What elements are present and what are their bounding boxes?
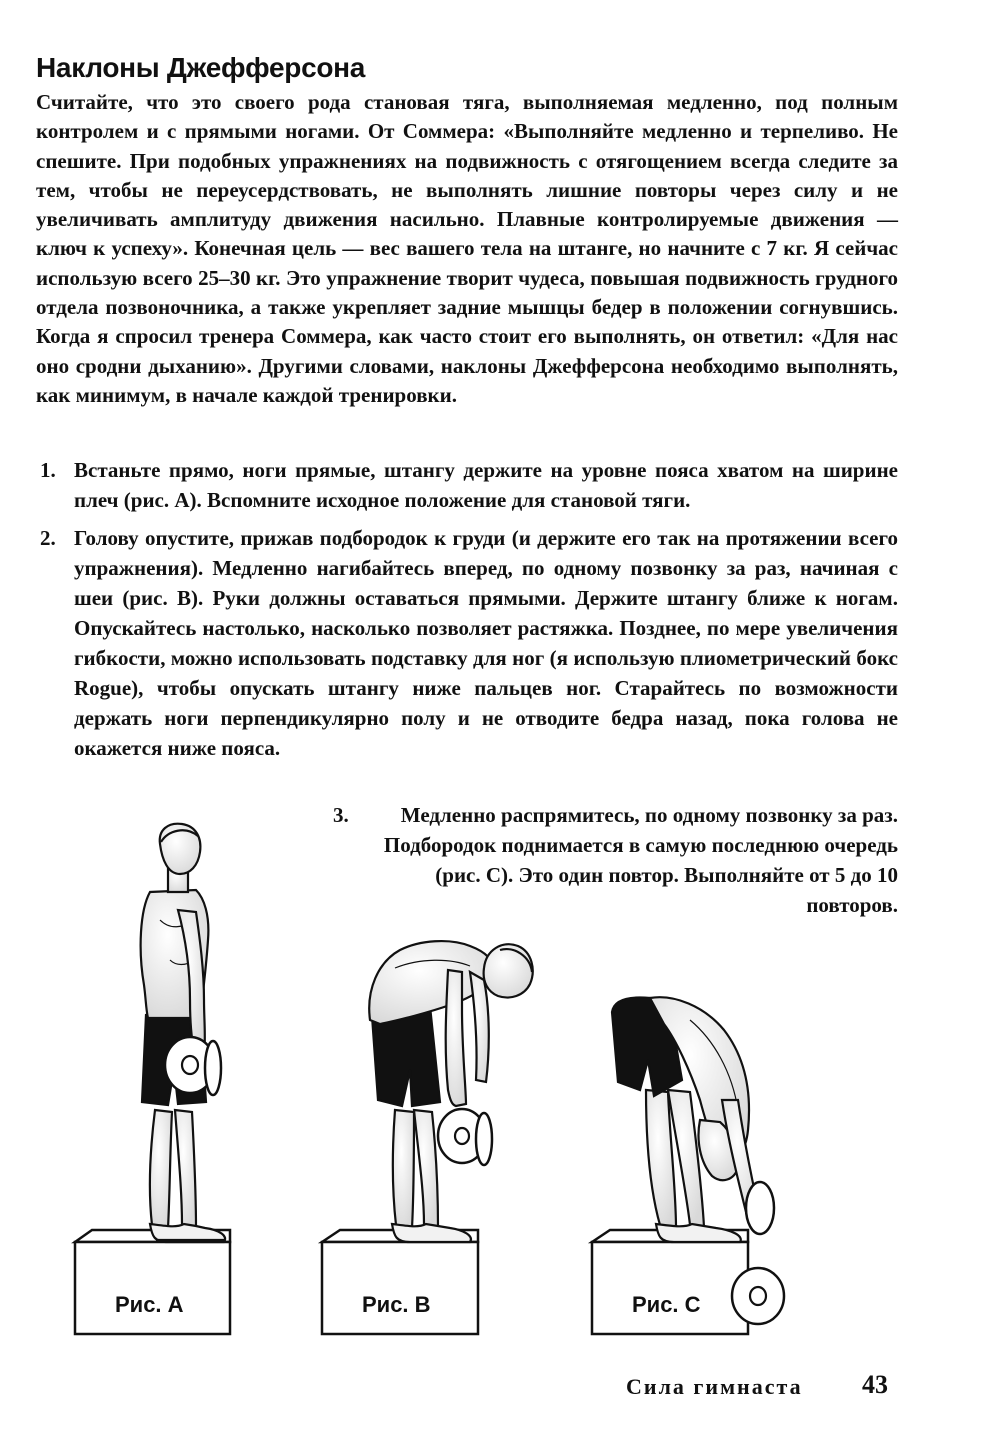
barbell-plate-a — [165, 1037, 221, 1095]
running-footer-title: Сила гимнаста — [626, 1374, 803, 1399]
plyo-box-c — [592, 1230, 748, 1334]
figure-b-label: Рис. В — [362, 1292, 431, 1317]
exercise-figures — [0, 800, 1000, 1360]
page-number: 43 — [862, 1370, 888, 1399]
figure-c — [592, 997, 784, 1334]
step-text: Голову опустите, прижав подбородок к груди (и держите его так на протяжении всего упражнения). Медленно нагибайтесь вперед, по одному позвонку за раз, начиная с шеи (рис. В). Руки должны оставаться прямыми. Держите штангу ближе к ногам. Опускайтесь настолько, насколько позволяет растяжка. Позднее, по мере увеличения гибкости, можно использовать подставку для ног (я использую плиометрический бокс Rogue), чтобы опускать штангу ниже пальцев ног. Старайтесь по возможности держать ноги перпендикулярно полу и не отводите бедра назад, пока голова не окажется ниже пояса. — [74, 526, 898, 760]
step-item — [36, 455, 898, 515]
barbell-plate-b — [438, 1109, 492, 1165]
step-text: Медленно распрямитесь, по одному позвонку за раз. Подбородок поднимается в самую последнюю очередь (рис. С). Это один повтор. Выполняйте от 5 до 10 повторов. — [383, 803, 898, 917]
step-number: 3. — [333, 803, 349, 827]
figure-c-label: Рис. С — [632, 1292, 701, 1317]
person-b — [369, 941, 532, 1242]
person-a — [141, 824, 225, 1242]
plyo-box-b — [322, 1230, 478, 1334]
steps-list — [36, 455, 898, 771]
section-heading: Наклоны Джефферсона — [36, 52, 366, 83]
figure-b — [322, 941, 533, 1334]
figure-a-label: Рис. А — [115, 1292, 184, 1317]
intro-paragraph: Считайте, что это своего рода становая тяга, выполняемая медленно, под полным контролем и с прямыми ногами. От Соммера: «Выполняйте медленно и терпеливо. Не спешите. При подобных упражнениях на подвижность с отягощением всегда следите за тем, чтобы не переусердствовать, не выполнять лишние повторы через силу и не увеличивать амплитуду движения насильно. Плавные контролируемые движения — ключ к успеху». Конечная цель — вес вашего тела на штанге, но начните с 7 кг. Я сейчас использую всего 25–30 кг. Это упражнение творит чудеса, повышая подвижность грудного отдела позвоночника, а также укрепляет задние мышцы бедер в положении согнувшись. Когда я спросил тренера Соммера, как часто стоит его выполнять, он ответил: «Для нас оно сродни дыханию». Другими словами, наклоны Джефферсона необходимо выполнять, как минимум, в начале каждой тренировки. — [36, 90, 898, 407]
step-number: 2. — [40, 526, 56, 550]
figure-a — [75, 824, 230, 1334]
step-item — [36, 523, 898, 763]
step-number: 1. — [40, 458, 56, 482]
plyo-box-a — [75, 1230, 230, 1334]
step-text: Встаньте прямо, ноги прямые, штангу держите на уровне пояса хватом на ширине плеч (рис. А). Вспомните исходное положение для становой тяги. — [74, 458, 898, 512]
